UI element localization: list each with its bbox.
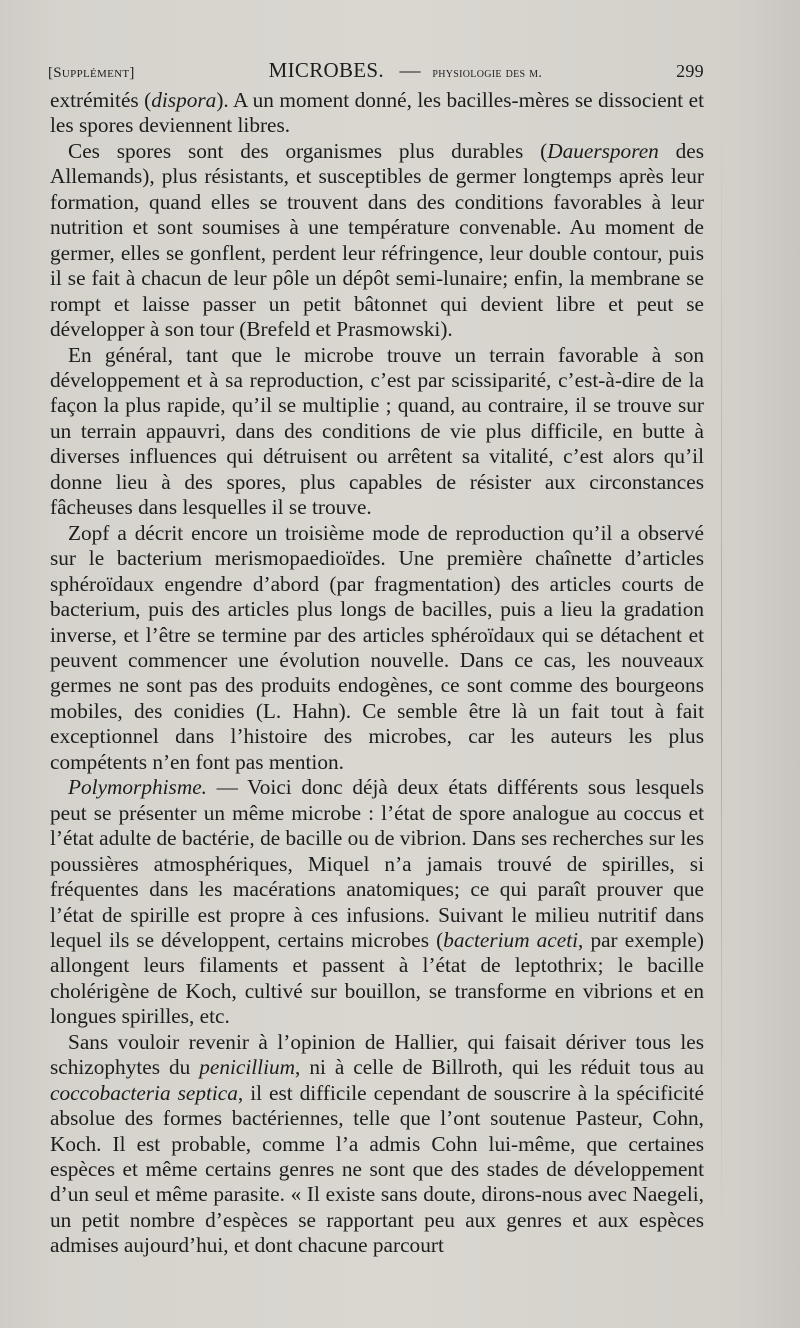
subtitle-text: physiologie des m.: [432, 66, 543, 81]
show-through-shadow: [721, 90, 722, 1270]
text-run: , il est difficile cependant de souscrire à la spécificité absolue des formes bactériennes, telle que l’ont soutenue Pasteur, Cohn, Koch. Il est probable, comme l’a admis Cohn lui-même, que certaines espèces et même certains genres ne sont que des stades de développement d’un seul et même parasite. « Il existe sans doute, dirons-nous avec Naegeli, un petit nombre d’espèces se rapportant peu aux genres et aux espèces admises aujourd’hui, et dont chacune parcourt: [50, 1080, 705, 1258]
italic-text: Dauersporen: [547, 138, 659, 163]
text-run: extrémités (: [50, 88, 152, 112]
text-run: Zopf a décrit encore un troisième mode de reproduction qu’il a observé sur le bacterium merismopaedioïdes. Une première chaînette d’articles sphéroïdaux engendre d’abord (par fragmentation) des articles courts de bacterium, puis des articles plus longs de bacilles, puis a lieu la gradation inverse, et l’être se termine par des articles sphéroïdaux qui se détachent et peuvent commencer une évolution nouvelle. Dans ce cas, les nouveaux germes ne sont pas des produits endogènes, ce sont comme des bourgeons mobiles, des conidies (L. Hahn). Ce semble être là un fait tout à fait exceptionnel dans l’histoire des microbes, car les auteurs les plus compétents n’en font pas mention.: [50, 520, 704, 774]
text-run: Ces spores sont des organismes plus durables (: [68, 138, 548, 163]
text-run: , ni à celle de Billroth, qui les réduit tous au: [295, 1055, 704, 1080]
page-number: 299: [676, 61, 704, 81]
section-label: [Supplément]: [48, 65, 135, 81]
text-run: , par exemple) allongent leurs filaments et passent à l’état de leptothrix; le bacille cholérigène de Koch, cultivé sur bouillon, se transforme en vibrions et en longues spirilles, etc.: [50, 927, 704, 1029]
italic-text: penicillium: [199, 1055, 296, 1080]
running-title: [269, 58, 543, 83]
running-header: [48, 58, 704, 82]
italic-text: Polymorphisme.: [68, 775, 208, 800]
italic-text: bacterium aceti: [443, 927, 579, 952]
body-text: [50, 88, 704, 1259]
paragraph: [50, 521, 704, 776]
paragraph: [50, 88, 704, 139]
paragraph: [50, 1030, 704, 1259]
italic-text: coccobacteria septica: [50, 1080, 238, 1105]
text-run: Sans vouloir revenir à l’opinion de Hallier, qui faisait dériver tous les schizophytes du: [50, 1029, 704, 1080]
paragraph: [50, 139, 704, 343]
italic-text: dispora: [151, 88, 217, 112]
paragraph: [50, 343, 704, 521]
text-run: — Voici donc déjà deux états différents sous lesquels peut se présenter un même microbe : l’état de spore analogue au coccus et l’état adulte de bactérie, de bacille ou de vibrion. Dans ses recherches sur les poussières atmosphériques, Miquel n’a jamais trouvé de spirilles, si fréquentes dans les macérations anatomiques; ce qui paraît prouver que l’état de spirille est propre à ces infusions. Suivant le milieu nutritif dans lequel ils se développent, certains microbes (: [50, 775, 704, 952]
title-dash: —: [399, 58, 421, 82]
text-run: ). A un moment donné, les bacilles-mères se dissocient et les spores deviennent libres.: [50, 88, 705, 138]
paragraph: [50, 775, 704, 1030]
title-text: MICROBES.: [268, 58, 384, 82]
text-run: En général, tant que le microbe trouve un terrain favorable à son développement et à sa reproduction, c’est par scissiparité, c’est-à-dire de la façon la plus rapide, qu’il se multiplie ; quand, au contraire, il se trouve sur un terrain appauvri, dans des conditions de vie plus difficile, en butte à diverses influences qui détruisent ou arrêtent sa vitalité, c’est alors qu’il donne lieu à des spores, plus capables de résister aux circonstances fâcheuses dans lesquelles il se trouve.: [50, 342, 704, 520]
text-run: des Allemands), plus résistants, et susceptibles de germer longtemps après leur formation, quand elles se trouvent dans des conditions favorables à leur nutrition et sont soumises à une température convenable. Au moment de germer, elles se gonflent, perdent leur réfringence, leur double contour, puis il se fait à chacun de leur pôle un dépôt semi-lunaire; enfin, la membrane se rompt et laisse passer un petit bâtonnet qui devient libre et peut se développer à son tour (Brefeld et Prasmowski).: [50, 138, 704, 342]
